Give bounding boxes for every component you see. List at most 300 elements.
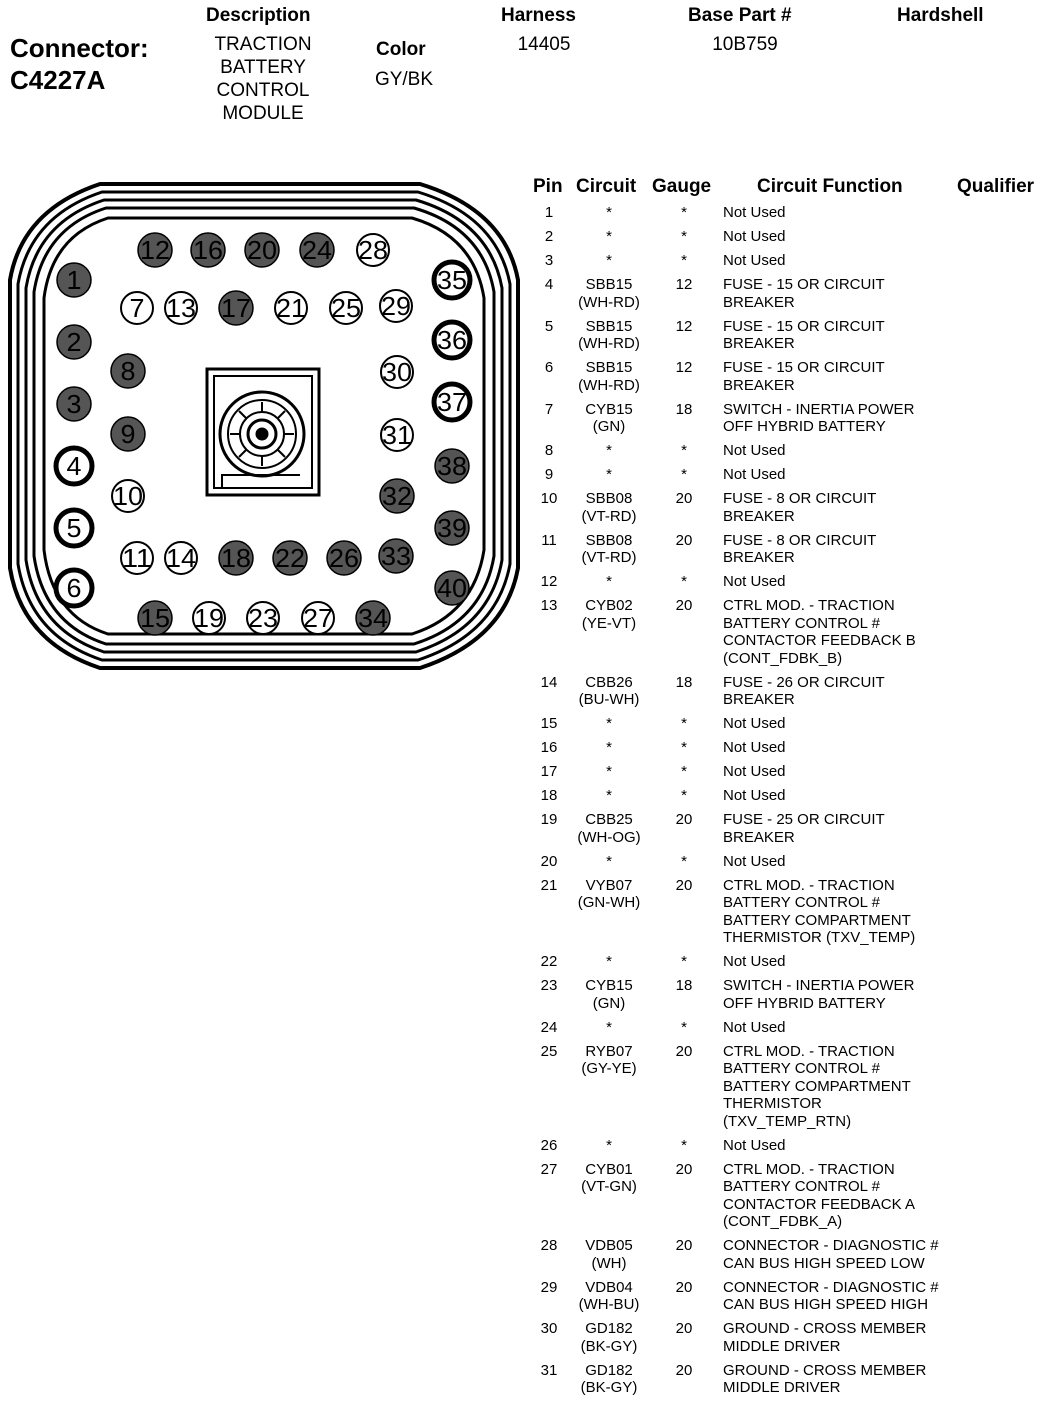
circuit-line: (BK-GY) — [580, 1337, 638, 1355]
circuit-function-cell — [723, 1320, 958, 1355]
circuit-function-line: Not Used — [723, 228, 786, 245]
circuit-cell — [568, 1362, 650, 1397]
pin-4 — [56, 448, 92, 484]
circuit-function-cell — [723, 490, 958, 525]
circuit-function-cell — [723, 1019, 958, 1037]
gauge-cell: 20 — [675, 531, 693, 549]
circuit-function-line: THERMISTOR — [723, 1095, 822, 1112]
circuit-line: GD182 — [585, 1320, 633, 1337]
circuit-line: SBB08 — [585, 531, 633, 549]
gauge-cell: 20 — [675, 1042, 693, 1060]
pin-label: 21 — [276, 293, 306, 323]
pin-40 — [435, 571, 469, 605]
pin-label: 37 — [437, 387, 467, 417]
circuit-function-line: Not Used — [723, 715, 786, 732]
gauge-cell: * — [681, 787, 687, 804]
pin-6 — [56, 570, 92, 606]
circuit-line: SBB15 — [585, 317, 633, 335]
pin-14 — [165, 542, 197, 574]
pin-label: 27 — [303, 603, 333, 633]
gauge-cell: 20 — [675, 876, 693, 894]
circuit-function-line: FUSE - 15 OR CIRCUIT — [723, 276, 885, 293]
pin-label: 2 — [66, 327, 82, 357]
circuit-function-cell — [723, 318, 958, 353]
circuit-function-cell — [723, 597, 958, 667]
circuit-function-cell — [723, 1362, 958, 1397]
gauge-cell: * — [681, 715, 687, 732]
pin-number: 29 — [540, 1278, 558, 1296]
circuit-function-line: CAN BUS HIGH SPEED HIGH — [723, 1296, 929, 1313]
circuit-cell — [568, 466, 650, 484]
description-line: BATTERY — [220, 57, 306, 78]
circuit-cell — [568, 1019, 650, 1037]
pin-label: 17 — [221, 293, 251, 323]
gauge-cell: * — [681, 739, 687, 756]
circuit-cell — [568, 763, 650, 781]
pin-5 — [56, 510, 92, 546]
circuit-line: (GN) — [592, 418, 626, 435]
gauge-cell: 12 — [675, 317, 693, 335]
gauge-cell: 12 — [675, 359, 693, 376]
gauge-cell: 20 — [675, 1278, 693, 1296]
pin-11 — [121, 542, 153, 574]
pin-19 — [193, 602, 225, 634]
pin-label: 5 — [66, 513, 82, 543]
pin-number: 25 — [540, 1042, 558, 1060]
circuit-function-line: OFF HYBRID BATTERY — [723, 994, 886, 1012]
circuit-cell — [568, 442, 650, 460]
pin-number: 30 — [540, 1320, 558, 1337]
circuit-cell — [568, 1161, 650, 1196]
pin-number: 15 — [540, 715, 558, 732]
gauge-cell: * — [681, 953, 687, 970]
column-header-gauge: Gauge — [652, 176, 712, 197]
circuit-function-line: CTRL MOD. - TRACTION — [723, 1160, 895, 1178]
circuit-cell — [568, 674, 650, 709]
circuit-line: (WH-RD) — [578, 376, 640, 394]
circuit-function-cell — [723, 442, 958, 460]
circuit-function-line: CONNECTOR - DIAGNOSTIC # — [723, 1278, 939, 1296]
circuit-line: CYB15 — [585, 400, 633, 418]
circuit-cell — [568, 715, 650, 733]
circuit-cell — [568, 401, 650, 436]
circuit-cell — [568, 359, 650, 394]
circuit-cell — [568, 1320, 650, 1355]
pin-36 — [434, 322, 470, 358]
circuit-function-cell — [723, 573, 958, 591]
pin-label: 15 — [140, 603, 170, 633]
circuit-function-line: SWITCH - INERTIA POWER — [723, 977, 915, 994]
pin-label: 10 — [113, 481, 143, 511]
circuit-function-line: MIDDLE DRIVER — [723, 1379, 841, 1396]
pin-label: 30 — [382, 357, 412, 387]
pin-number: 12 — [540, 573, 558, 590]
pin-27 — [302, 602, 334, 634]
pin-number: 6 — [544, 359, 554, 376]
pin-label: 18 — [221, 543, 251, 573]
circuit-function-cell — [723, 276, 958, 311]
circuit-cell — [568, 532, 650, 567]
circuit-line: (WH-BU) — [578, 1296, 640, 1313]
circuit-function-cell — [723, 787, 958, 805]
circuit-function-line: Not Used — [723, 1018, 786, 1036]
circuit-function-line: (CONT_FDBK_B) — [723, 649, 843, 667]
pin-label: 3 — [66, 389, 82, 419]
pin-10 — [112, 480, 144, 512]
connector-caption: Connector: — [10, 33, 149, 63]
gauge-cell: 20 — [675, 1160, 693, 1178]
circuit-line: (VT-RD) — [581, 549, 637, 566]
gauge-cell: 20 — [675, 1320, 693, 1337]
circuit-function-line: FUSE - 15 OR CIRCUIT — [723, 317, 885, 335]
pin-30 — [381, 356, 413, 388]
pin-number: 13 — [540, 597, 558, 614]
circuit-line: (VT-GN) — [581, 1178, 637, 1195]
circuit-function-line: FUSE - 15 OR CIRCUIT — [723, 359, 885, 376]
pin-label: 39 — [437, 513, 467, 543]
circuit-cell — [568, 739, 650, 757]
circuit-function-line: BREAKER — [723, 507, 795, 525]
circuit-function-line: BATTERY CONTROL # — [723, 614, 880, 632]
connector-diagram — [0, 170, 525, 690]
circuit-function-line: BATTERY CONTROL # — [723, 1178, 880, 1195]
pin-number: 19 — [540, 811, 558, 828]
pin-2 — [57, 325, 91, 359]
description-value — [190, 33, 336, 125]
pin-label: 4 — [66, 451, 82, 481]
gauge-cell: * — [681, 1018, 687, 1036]
pin-31 — [381, 419, 413, 451]
pin-32 — [380, 479, 414, 513]
pin-number: 24 — [540, 1018, 558, 1036]
pin-label: 23 — [248, 603, 278, 633]
circuit-function-line: CONTACTOR FEEDBACK A — [723, 1195, 915, 1213]
description-header: Description — [206, 5, 311, 26]
pin-label: 26 — [329, 543, 359, 573]
circuit-function-line: Not Used — [723, 252, 786, 269]
circuit-function-cell — [723, 1237, 958, 1272]
circuit-line: * — [606, 228, 612, 245]
color-value: GY/BK — [374, 69, 434, 90]
circuit-function-line: BREAKER — [723, 549, 795, 566]
pin-35 — [434, 262, 470, 298]
housing-ring — [26, 200, 502, 652]
base-part-header: Base Part # — [688, 5, 792, 26]
circuit-line: CBB25 — [585, 811, 633, 828]
pin-39 — [435, 511, 469, 545]
circuit-function-cell — [723, 739, 958, 757]
circuit-function-line: BATTERY COMPARTMENT — [723, 911, 911, 929]
description-line: TRACTION — [214, 34, 312, 55]
circuit-line: (GN) — [592, 994, 626, 1012]
circuit-cell — [568, 252, 650, 270]
center-terminal-core — [256, 428, 268, 440]
circuit-line: * — [606, 573, 612, 590]
connector-id: C4227A — [10, 65, 106, 95]
circuit-function-line: CTRL MOD. - TRACTION — [723, 876, 895, 894]
circuit-function-line: BREAKER — [723, 376, 795, 394]
circuit-line: * — [606, 252, 612, 269]
column-header-circuit: Circuit — [576, 176, 637, 197]
circuit-line: (YE-VT) — [581, 614, 637, 632]
pin-label: 9 — [120, 419, 136, 449]
pin-number: 10 — [540, 490, 558, 507]
circuit-line: (WH) — [591, 1254, 627, 1272]
pin-number: 4 — [544, 276, 554, 293]
center-terminal — [207, 369, 319, 495]
circuit-function-cell — [723, 853, 958, 871]
pin-label: 25 — [331, 293, 361, 323]
circuit-function-line: Not Used — [723, 573, 786, 590]
gauge-cell: 12 — [675, 276, 693, 293]
circuit-line: (GN-WH) — [577, 894, 641, 911]
circuit-line: (BK-GY) — [580, 1379, 638, 1396]
pin-7 — [121, 292, 153, 324]
pin-number: 21 — [540, 876, 558, 894]
pin-18 — [219, 541, 253, 575]
circuit-function-line: FUSE - 8 OR CIRCUIT — [723, 531, 877, 549]
pin-label: 35 — [437, 265, 467, 295]
circuit-line: VDB05 — [585, 1237, 633, 1254]
circuit-function-cell — [723, 977, 958, 1012]
circuit-cell — [568, 853, 650, 871]
gauge-cell: 20 — [675, 597, 693, 614]
pin-number: 26 — [540, 1136, 558, 1154]
circuit-cell — [568, 1043, 650, 1078]
pin-number: 9 — [544, 466, 554, 483]
circuit-function-line: Not Used — [723, 739, 786, 756]
circuit-function-line: Not Used — [723, 442, 786, 459]
circuit-cell — [568, 1237, 650, 1272]
pin-label: 20 — [247, 235, 277, 265]
pin-37 — [434, 384, 470, 420]
circuit-function-cell — [723, 674, 958, 709]
pin-label: 34 — [358, 603, 388, 633]
pin-label: 14 — [166, 543, 196, 573]
circuit-line: CYB15 — [585, 977, 633, 994]
circuit-function-line: FUSE - 26 OR CIRCUIT — [723, 673, 885, 691]
circuit-function-line: BREAKER — [723, 335, 795, 352]
circuit-cell — [568, 1279, 650, 1314]
circuit-line: * — [606, 442, 612, 459]
gauge-cell: 18 — [675, 673, 693, 691]
circuit-function-line: (TXV_TEMP_RTN) — [723, 1112, 852, 1130]
circuit-line: VDB04 — [585, 1278, 633, 1296]
pin-number: 20 — [540, 852, 558, 870]
circuit-function-cell — [723, 763, 958, 781]
gauge-cell: * — [681, 252, 687, 269]
circuit-function-cell — [723, 1043, 958, 1131]
circuit-function-cell — [723, 252, 958, 270]
circuit-function-cell — [723, 953, 958, 971]
circuit-line: * — [606, 787, 612, 804]
pin-number: 1 — [544, 204, 554, 221]
circuit-function-line: BREAKER — [723, 691, 795, 708]
gauge-cell: 20 — [675, 811, 693, 828]
pin-33 — [379, 539, 413, 573]
circuit-cell — [568, 490, 650, 525]
pin-label: 1 — [66, 265, 82, 295]
gauge-cell: * — [681, 763, 687, 780]
color-label: Color — [376, 39, 426, 60]
pin-number: 23 — [540, 977, 558, 994]
circuit-line: (BU-WH) — [578, 691, 640, 708]
circuit-function-line: Not Used — [723, 852, 786, 870]
circuit-line: CBB26 — [585, 673, 633, 691]
pin-9 — [111, 417, 145, 451]
pin-label: 11 — [122, 543, 152, 573]
circuit-function-cell — [723, 228, 958, 246]
circuit-line: * — [606, 852, 612, 870]
circuit-function-line: FUSE - 25 OR CIRCUIT — [723, 811, 885, 828]
gauge-cell: * — [681, 466, 687, 483]
circuit-line: SBB15 — [585, 276, 633, 293]
circuit-function-line: Not Used — [723, 1136, 786, 1154]
circuit-function-line: CAN BUS HIGH SPEED LOW — [723, 1254, 925, 1272]
housing-inner-wall — [44, 218, 484, 634]
circuit-cell — [568, 597, 650, 632]
column-header-circuit-function: Circuit Function — [757, 176, 903, 197]
pin-15 — [138, 601, 172, 635]
circuit-cell — [568, 787, 650, 805]
pin-12 — [138, 233, 172, 267]
gauge-cell: * — [681, 204, 687, 221]
pin-20 — [245, 233, 279, 267]
description-line: MODULE — [222, 103, 304, 124]
pin-number: 22 — [540, 953, 558, 970]
pin-28 — [357, 234, 389, 266]
circuit-cell — [568, 573, 650, 591]
pin-number: 2 — [544, 228, 554, 245]
circuit-function-line: MIDDLE DRIVER — [723, 1337, 841, 1355]
circuit-function-line: GROUND - CROSS MEMBER — [723, 1320, 927, 1337]
description-line: CONTROL — [216, 80, 310, 101]
circuit-function-line: BATTERY CONTROL # — [723, 1060, 880, 1077]
pin-label: 40 — [437, 573, 467, 603]
circuit-cell — [568, 204, 650, 222]
circuit-function-line: Not Used — [723, 466, 786, 483]
circuit-cell — [568, 811, 650, 846]
pin-13 — [165, 292, 197, 324]
circuit-line: SBB15 — [585, 359, 633, 376]
circuit-cell — [568, 977, 650, 1012]
pin-23 — [247, 602, 279, 634]
circuit-function-line: BATTERY COMPARTMENT — [723, 1077, 911, 1095]
pin-1 — [57, 263, 91, 297]
circuit-line: VYB07 — [585, 876, 633, 894]
column-header-qualifier: Qualifier — [957, 176, 1035, 197]
circuit-line: SBB08 — [585, 490, 633, 507]
column-header-pin: Pin — [533, 176, 563, 197]
gauge-cell: * — [681, 852, 687, 870]
gauge-cell: 20 — [675, 490, 693, 507]
circuit-function-line: Not Used — [723, 204, 786, 221]
pin-number: 18 — [540, 787, 558, 804]
circuit-cell — [568, 228, 650, 246]
circuit-line: * — [606, 204, 612, 221]
circuit-function-line: CONTACTOR FEEDBACK B — [723, 632, 916, 649]
pin-label: 16 — [193, 235, 223, 265]
pin-label: 7 — [129, 293, 145, 323]
pin-number: 7 — [544, 400, 554, 418]
pin-3 — [57, 387, 91, 421]
circuit-function-line: THERMISTOR (TXV_TEMP) — [723, 929, 916, 946]
gauge-cell: * — [681, 442, 687, 459]
pin-label: 22 — [275, 543, 305, 573]
circuit-line: * — [606, 466, 612, 483]
pin-26 — [327, 541, 361, 575]
circuit-function-cell — [723, 811, 958, 846]
gauge-cell: * — [681, 1136, 687, 1154]
circuit-function-cell — [723, 466, 958, 484]
circuit-cell — [568, 877, 650, 912]
pin-8 — [111, 354, 145, 388]
pin-label: 19 — [194, 603, 224, 633]
pin-number: 11 — [541, 531, 557, 549]
circuit-line: * — [606, 1136, 612, 1154]
circuit-line: GD182 — [585, 1361, 633, 1379]
circuit-function-cell — [723, 204, 958, 222]
circuit-function-line: CONNECTOR - DIAGNOSTIC # — [723, 1237, 939, 1254]
pin-label: 36 — [437, 325, 467, 355]
gauge-cell: 18 — [675, 400, 693, 418]
pin-label: 29 — [381, 291, 411, 321]
circuit-cell — [568, 953, 650, 971]
pin-22 — [273, 541, 307, 575]
connector-label — [10, 32, 149, 96]
pin-38 — [435, 449, 469, 483]
pin-label: 6 — [66, 573, 82, 603]
circuit-function-cell — [723, 532, 958, 567]
circuit-line: * — [606, 739, 612, 756]
circuit-line: (GY-YE) — [581, 1060, 637, 1077]
circuit-function-line: FUSE - 8 OR CIRCUIT — [723, 490, 877, 507]
pin-34 — [356, 601, 390, 635]
circuit-function-line: Not Used — [723, 953, 786, 970]
circuit-function-line: Not Used — [723, 763, 786, 780]
pin-24 — [300, 233, 334, 267]
base-part-value: 10B759 — [712, 34, 778, 55]
gauge-cell: * — [681, 228, 687, 245]
hardshell-header: Hardshell — [897, 5, 984, 26]
circuit-line: * — [606, 715, 612, 732]
circuit-cell — [568, 1137, 650, 1155]
circuit-line: * — [606, 1018, 612, 1036]
pin-label: 38 — [437, 451, 467, 481]
pin-21 — [275, 292, 307, 324]
pin-17 — [219, 291, 253, 325]
circuit-line: (VT-RD) — [581, 507, 637, 525]
circuit-line: (WH-RD) — [578, 293, 640, 311]
pin-number: 16 — [540, 739, 558, 756]
circuit-function-line: CTRL MOD. - TRACTION — [723, 1042, 895, 1060]
circuit-function-line: BREAKER — [723, 828, 795, 846]
circuit-function-line: Not Used — [723, 787, 786, 804]
gauge-cell: 20 — [675, 1361, 693, 1379]
pin-label: 8 — [120, 356, 136, 386]
pin-label: 12 — [140, 235, 170, 265]
circuit-function-line: (CONT_FDBK_A) — [723, 1213, 843, 1230]
gauge-cell: 20 — [675, 1237, 693, 1254]
pin-label: 28 — [358, 235, 388, 265]
circuit-line: (WH-RD) — [578, 335, 640, 352]
circuit-function-cell — [723, 1137, 958, 1155]
circuit-cell — [568, 318, 650, 353]
pin-label: 33 — [381, 541, 411, 571]
pin-number: 8 — [544, 442, 554, 459]
circuit-function-cell — [723, 877, 958, 947]
circuit-line: * — [606, 953, 612, 970]
